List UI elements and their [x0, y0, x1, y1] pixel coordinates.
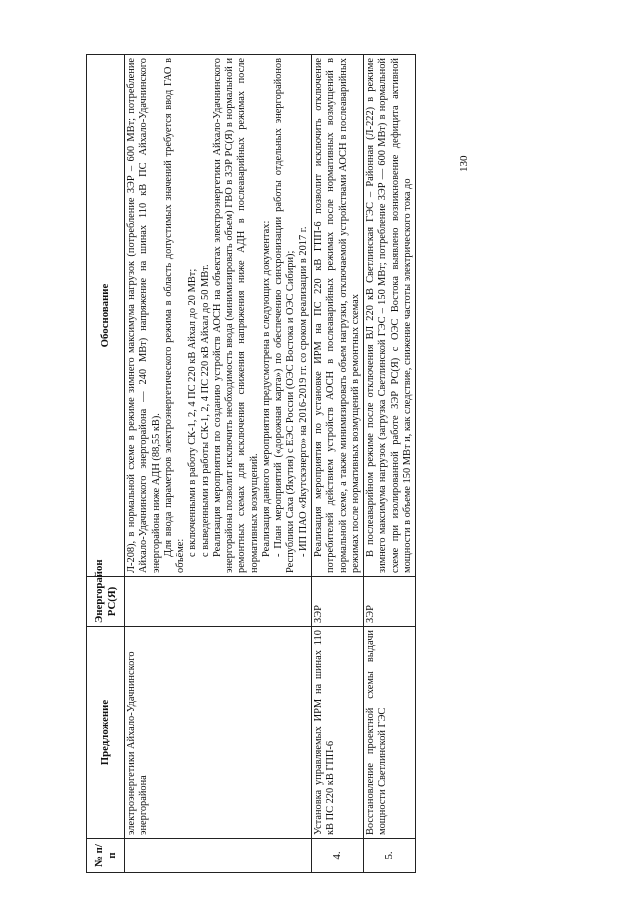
- proposals-table: [86, 54, 416, 873]
- page-number: 130: [458, 155, 470, 172]
- row4-region: ЗЭР: [311, 577, 363, 627]
- table-row: [311, 55, 363, 873]
- row5-num: 5.: [364, 839, 416, 873]
- row3-just-p3: с включенными в работу СК-1, 2, 4 ПС 220 кВ Айхал до 20 МВт;: [187, 268, 199, 557]
- row4-num: 4.: [311, 839, 363, 873]
- header-justification: Обоснование: [87, 55, 125, 577]
- row3-region-cell: [125, 577, 312, 627]
- row3-num-cell: [125, 839, 312, 873]
- row4-proposal: Установка управляемых ИРМ на шинах 110 кВ ПС 220 кВ ГПП-6: [311, 627, 363, 839]
- row3-just-p1: Л-208), в нормальной схеме в режиме зимнего максимума нагрузок (потребление ЗЭР – 600 МВт; потребление Айхало-Удачнинского энергорайона — 240 МВт) напряжение на шинах 110 кВ ПС Айхало-Удачнинского энергорайона ниже АДН (88,55 кВ).: [126, 58, 162, 573]
- row3-just-p4: с выведенными из работы СК-1, 2, 4 ПС 220 кВ Айхал до 50 МВт.: [199, 264, 211, 557]
- table-row: [125, 55, 312, 873]
- header-num: № п/п: [87, 839, 125, 873]
- header-region: Энергорайон РС(Я): [87, 577, 125, 627]
- row3-just-p2: Для ввода параметров электроэнергетического режима в область допустимых значений требуется ввод ГАО в объёме:: [162, 58, 187, 573]
- row3-just-p5: Реализация мероприятия по созданию устройств АОСН на объектах электроэнергетики Айхало-Удачнинского энергорайона позволит исключить необходимость ввода (минимизировать объем) ГВО в ЗЭР РС(Я) в нормальной и ремонтных схемах для исключения снижения напряжения ниже АДН в послеаварийных режимах после нормативных возмущений.: [211, 58, 260, 573]
- table-row: [364, 55, 416, 873]
- row3-proposal: электроэнергетики Айхало-Удачнинского энергорайона: [125, 627, 312, 839]
- row3-just-p6: Реализация данного мероприятия предусмотрена в следующих документах:: [260, 220, 272, 557]
- row5-justification: В послеаварийном режиме после отключения ВЛ 220 кВ Светлинская ГЭС – Районная (Л-222) в режиме зимнего максимума нагрузок (загрузка Светлинской ГЭС – 150 МВт; потребление ЗЭР — 600 МВт) в нормальной схеме при изолированной работе ЗЭР РС(Я) с ОЭС Востока выявлено возникновение дефицита активной мощности в объеме 150 МВт и, как следствие, снижение частоты электрического тока до: [364, 55, 416, 577]
- row4-justification: Реализация мероприятия по установке ИРМ на ПС 220 кВ ГПП-6 позволит исключить отключение потребителей действием устройств АОСН в послеаварийных режимах после нормативных возмущений в нормальной схеме, а также минимизировать объем нагрузки, отключаемой устройствами АОСН в послеаварийных режимах после нормативных возмущений в ремонтных схемах: [311, 55, 363, 577]
- row3-just-p7: - План мероприятий («дорожная карта») по обеспечению синхронизации работы отдельных энергорайонов Республики Саха (Якутия) с ЕЭС России (ОЭС Востока и ОЭС Сибири);: [273, 58, 297, 573]
- row5-proposal: Восстановление проектной схемы выдачи мощности Светлинской ГЭС: [364, 627, 416, 839]
- table-header-row: [87, 55, 125, 873]
- row5-region: ЗЭР: [364, 577, 416, 627]
- header-proposal: Предложение: [87, 627, 125, 839]
- row3-justification: [125, 55, 312, 577]
- rotated-table-container: [86, 55, 586, 873]
- row3-just-p8: - ИП ПАО «Якутскэнерго» на 2016-2019 гг. со сроком реализации в 2017 г.: [297, 226, 309, 557]
